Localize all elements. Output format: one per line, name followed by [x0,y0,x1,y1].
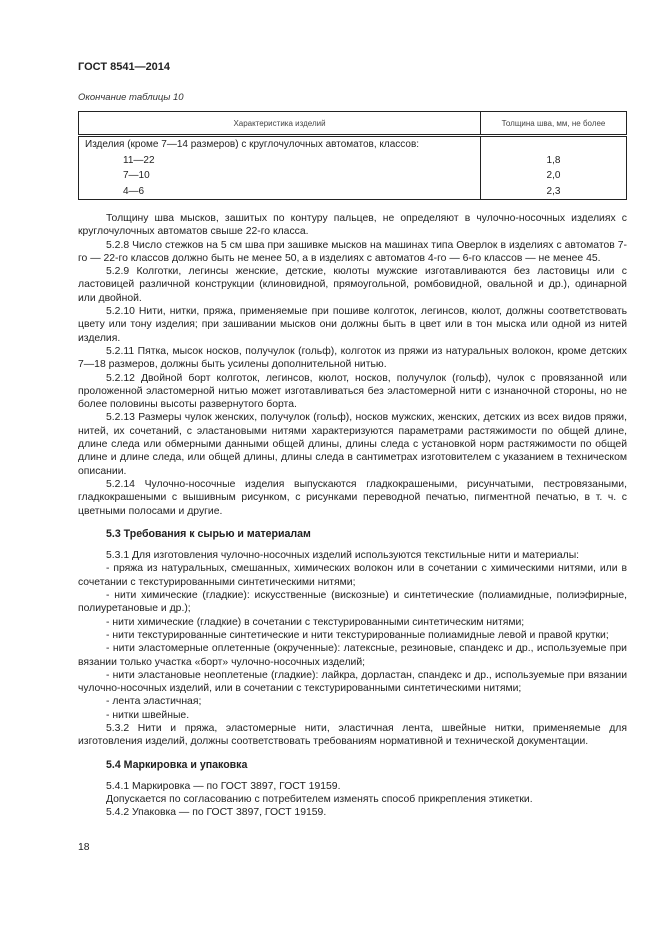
table-row [79,184,627,200]
class-cell: 7—10 [123,170,150,181]
paragraph: 5.2.9 Колготки, легинсы женские, детские, кюлоты мужские изготавливаются без ластовицы или с ластовицей различной конструкции (клиновидной, прямоугольной, ромбовидной, овальной и др.), одинарной или двойной. [78,266,627,304]
class-cell: 4—6 [123,185,145,197]
column-header-thickness: Толщина шва, мм, не более [481,112,627,136]
value-cell: 1,8 [481,153,627,169]
section-heading-5-3: 5.3 Требования к сырью и материалам [106,527,311,540]
table-row [79,153,627,169]
list-item: - нитки швейные. [106,709,190,721]
paragraph: Допускается по согласованию с потребителем изменять способ прикрепления этикетки. [106,794,533,806]
table-row [79,168,627,184]
paragraph: 5.4.1 Маркировка — по ГОСТ 3897, ГОСТ 19159. [106,780,341,792]
section-heading-5-4: 5.4 Маркировка и упаковка [106,758,248,771]
value-cell: 2,0 [481,168,627,184]
paragraph: 5.2.13 Размеры чулок женских, получулок (гольф), носков мужских, женских, детских из всех видов пряжи, нитей, их сочетаний, с эластановыми нитями характеризуются параметрами растяжимости по общей длине, длине следа или обмерными данными общей длины, длины следа с установкой норм растяжимости по общей длине и длине следа, или общей длины, длины следа в сантиметрах изготовителем с указанием в техническом описании. [78,412,627,477]
list-item: - пряжа из натуральных, смешанных, химических волокон или в сочетании с химическими нитями, или в сочетании с текстурированными синтетическими нитями; [78,563,627,588]
group-label: Изделия (кроме 7—14 размеров) с круглочулочных автоматов, классов: [85,139,420,150]
paragraph: 5.2.8 Число стежков на 5 см шва при зашивке мысков на машинах типа Оверлок в изделиях с автоматов 7-го — 22-го классов должно быть не менее 50, а в изделиях с автоматов 4-го — 6-го классов — не менее 45. [78,239,627,264]
list-item: - нити текстурированные синтетические и нити текстурированные полиамидные левой и правой крутки; [106,629,609,641]
value-cell: 2,3 [481,184,627,200]
list-item: - нити химические (гладкие) в сочетании с текстурированными синтетическим нитями; [106,616,525,628]
document-code: ГОСТ 8541—2014 [78,61,171,73]
paragraph: 5.3.1 Для изготовления чулочно-носочных изделий используются текстильные нити и материалы: [106,550,580,562]
list-item: - лента эластичная; [106,696,202,708]
paragraph: 5.3.2 Нити и пряжа, эластомерные нити, эластичная лента, швейные нитки, применяемые для изготовления изделий, должны соответствовать требованиям нормативной и технической документации. [78,722,627,748]
table-row [79,136,627,153]
paragraph: 5.2.12 Двойной борт колготок, легинсов, кюлот, носков, получулок (гольф), чулок с провязанной или проложенной эластомерной нитью может изготавливаться без эластомерной нити с изнаночной стороны, но не более половины высоты развернутого борта. [78,372,627,411]
seam-thickness-table [78,111,627,200]
list-item: - нити эластомерные оплетенные (окрученные): латексные, резиновые, спандекс и др., используемые при вязании только участка «борт» чулочно-носочных изделий; [78,643,627,668]
document-body [78,212,627,820]
paragraph: 5.2.10 Нити, нитки, пряжа, применяемые при пошиве колготок, легинсов, кюлот, должны соответствовать цвету или тону изделия; при зашивании мысков они должны быть в цвет или в тон мыска или одной из нитей изделия. [78,306,627,344]
paragraph: Толщину шва мысков, зашитых по контуру пальцев, не определяют в чулочно-носочных изделиях с круглочулочных автоматов свыше 22-го класса. [78,213,627,238]
paragraph: 5.2.11 Пятка, мысок носков, получулок (гольф), колготок из пряжи из натуральных волокон, кроме детских 7—18 размеров, должны быть усилены дополнительной нитью. [78,345,627,371]
page-number: 18 [78,842,90,853]
list-item: - нити эластановые неоплетеные (гладкие): лайкра, дорластан, спандекс и др., используемые при вязании чулочно-носочных изделий, или в сочетании с текстурированными синтетическими нитями; [78,669,627,695]
paragraph: 5.4.2 Упаковка — по ГОСТ 3897, ГОСТ 19159. [106,807,327,819]
list-item: - нити химические (гладкие): искусственные (вискозные) и синтетические (полиамидные, полиэфирные, полиуретановые и др.); [78,590,627,615]
table-caption: Окончание таблицы 10 [78,92,184,103]
class-cell: 11—22 [123,154,155,166]
paragraph: 5.2.14 Чулочно-носочные изделия выпускаются гладкокрашеными, рисунчатыми, пестровязаными, гладкокрашеными с вышивным рисунком, с рисунками переводной печатью, пигментной печатью, в т. ч. с цветными полосами и другие. [78,478,627,517]
column-header-characteristic: Характеристика изделий [79,112,481,136]
